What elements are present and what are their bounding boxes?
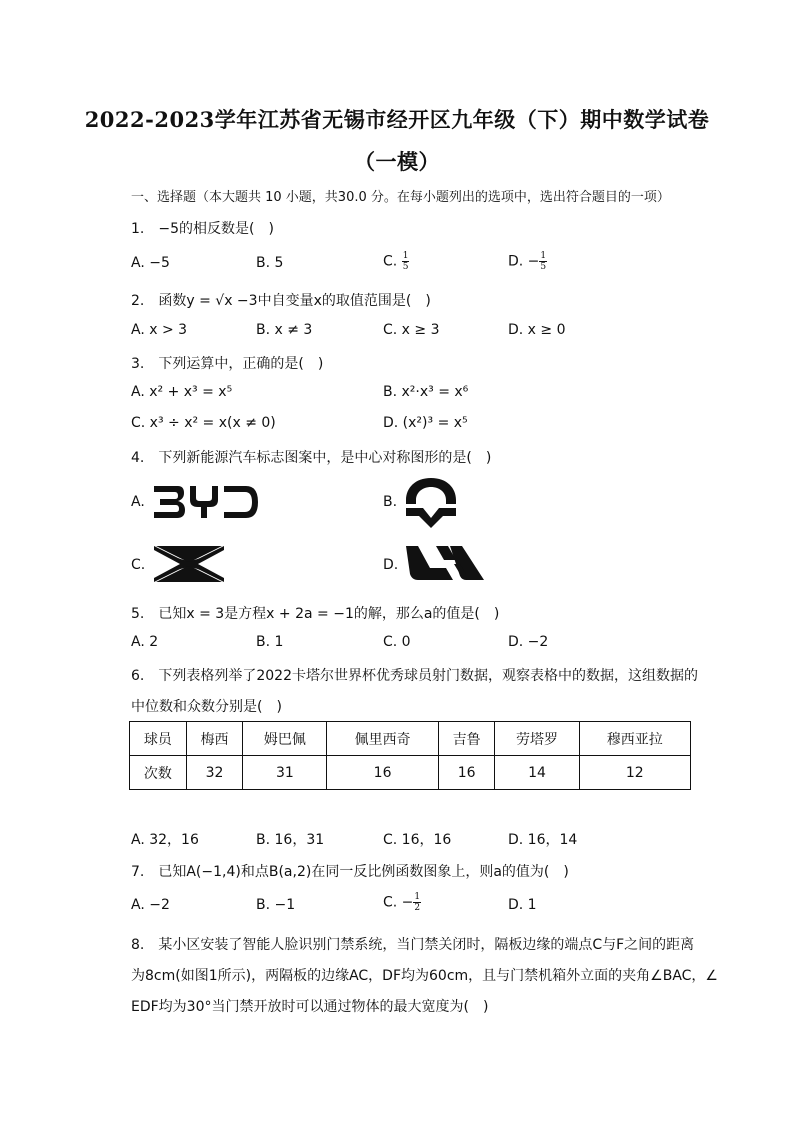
document-subtitle: （一模） xyxy=(354,149,440,174)
x-logo-icon xyxy=(152,544,226,584)
section-heading: 一、选择题（本大题共 10 小题，共30.0 分。在每小题列出的选项中，选出符合题目的一项） xyxy=(131,190,670,205)
q1-option-c-label: C. xyxy=(383,253,398,270)
q1-option-d-fraction xyxy=(539,251,547,272)
question-2-stem: 2. 函数y = √x −3中自变量x的取值范围是( ) xyxy=(131,293,431,309)
table-cell: 球员 xyxy=(130,722,187,756)
li-logo-icon xyxy=(404,544,486,582)
frac-denominator: 2 xyxy=(414,903,421,913)
frac-numerator: 1 xyxy=(540,251,547,261)
question-8-line3: EDF均为30°当门禁开放时可以通过物体的最大宽度为( ) xyxy=(131,999,489,1015)
q6-option-b: B. 16，31 xyxy=(256,832,325,848)
q4-option-b: B. xyxy=(383,494,398,510)
q1-option-c xyxy=(383,251,409,272)
q6-option-c: C. 16，16 xyxy=(383,832,452,848)
q7-option-c-fraction xyxy=(413,892,421,913)
frac-denominator: 5 xyxy=(402,262,409,272)
q7-option-c xyxy=(383,892,421,913)
shots-table xyxy=(129,721,691,790)
q3-option-c: C. x³ ÷ x² = x(x ≠ 0) xyxy=(131,415,276,431)
nio-logo-icon xyxy=(403,476,459,528)
table-cell: 梅西 xyxy=(186,722,243,756)
frac-numerator: 1 xyxy=(414,892,421,902)
table-cell: 吉鲁 xyxy=(438,722,495,756)
table-cell: 16 xyxy=(327,756,438,790)
table-cell: 16 xyxy=(438,756,495,790)
question-1-stem: 1. −5的相反数是( ) xyxy=(131,221,274,237)
table-cell: 姆巴佩 xyxy=(243,722,327,756)
q3-option-a: A. x² + x³ = x⁵ xyxy=(131,384,233,400)
q5-option-c: C. 0 xyxy=(383,634,411,650)
q7-option-b: B. −1 xyxy=(256,897,296,913)
q1-option-d-label: D. − xyxy=(508,253,540,270)
table-cell: 14 xyxy=(495,756,579,790)
table-row xyxy=(130,722,691,756)
q7-option-a: A. −2 xyxy=(131,897,170,913)
q5-option-d: D. −2 xyxy=(508,634,549,650)
frac-denominator: 5 xyxy=(540,262,547,272)
table-row xyxy=(130,756,691,790)
q3-option-b: B. x²⋅x³ = x⁶ xyxy=(383,384,469,400)
q4-option-a: A. xyxy=(131,494,145,510)
q6-option-d: D. 16，14 xyxy=(508,832,578,848)
table-cell: 佩里西奇 xyxy=(327,722,438,756)
frac-numerator: 1 xyxy=(402,251,409,261)
table-cell: 次数 xyxy=(130,756,187,790)
q2-option-a: A. x > 3 xyxy=(131,322,188,338)
question-5-stem: 5. 已知x = 3是方程x + 2a = −1的解，那么a的值是( ) xyxy=(131,606,500,622)
q1-option-b: B. 5 xyxy=(256,255,284,271)
q7-option-c-label: C. − xyxy=(383,894,414,911)
question-6-stem-line1: 6. 下列表格列举了2022卡塔尔世界杯优秀球员射门数据，观察表格中的数据，这组数据的 xyxy=(131,668,698,684)
question-8-line1: 8. 某小区安装了智能人脸识别门禁系统，当门禁关闭时，隔板边缘的端点C与F之间的距离 xyxy=(131,937,695,953)
q5-option-b: B. 1 xyxy=(256,634,284,650)
table-cell: 31 xyxy=(243,756,327,790)
table-cell: 穆西亚拉 xyxy=(579,722,690,756)
question-4-stem: 4. 下列新能源汽车标志图案中，是中心对称图形的是( ) xyxy=(131,450,492,466)
question-6-stem-line2: 中位数和众数分别是( ) xyxy=(131,699,282,715)
q6-option-a: A. 32，16 xyxy=(131,832,199,848)
question-3-stem: 3. 下列运算中，正确的是( ) xyxy=(131,356,324,372)
byd-logo-icon xyxy=(152,484,262,520)
question-7-stem: 7. 已知A(−1,4)和点B(a,2)在同一反比例函数图象上，则a的值为( ) xyxy=(131,864,569,880)
q1-option-c-fraction xyxy=(402,251,410,272)
table-cell: 32 xyxy=(186,756,243,790)
q4-option-c: C. xyxy=(131,557,146,573)
q2-option-d: D. x ≥ 0 xyxy=(508,322,566,338)
q1-option-d xyxy=(508,251,547,272)
document-title: 2022-2023学年江苏省无锡市经开区九年级（下）期中数学试卷 xyxy=(84,107,710,132)
q1-option-a: A. −5 xyxy=(131,255,170,271)
q4-option-d: D. xyxy=(383,557,399,573)
q3-option-d: D. (x²)³ = x⁵ xyxy=(383,415,468,431)
question-8-line2: 为8cm(如图1所示)，两隔板的边缘AC，DF均为60cm，且与门禁机箱外立面的夹角∠BAC，∠ xyxy=(131,968,718,984)
table-cell: 劳塔罗 xyxy=(495,722,579,756)
q2-option-b: B. x ≠ 3 xyxy=(256,322,313,338)
q7-option-d: D. 1 xyxy=(508,897,537,913)
q5-option-a: A. 2 xyxy=(131,634,159,650)
table-cell: 12 xyxy=(579,756,690,790)
q2-option-c: C. x ≥ 3 xyxy=(383,322,440,338)
